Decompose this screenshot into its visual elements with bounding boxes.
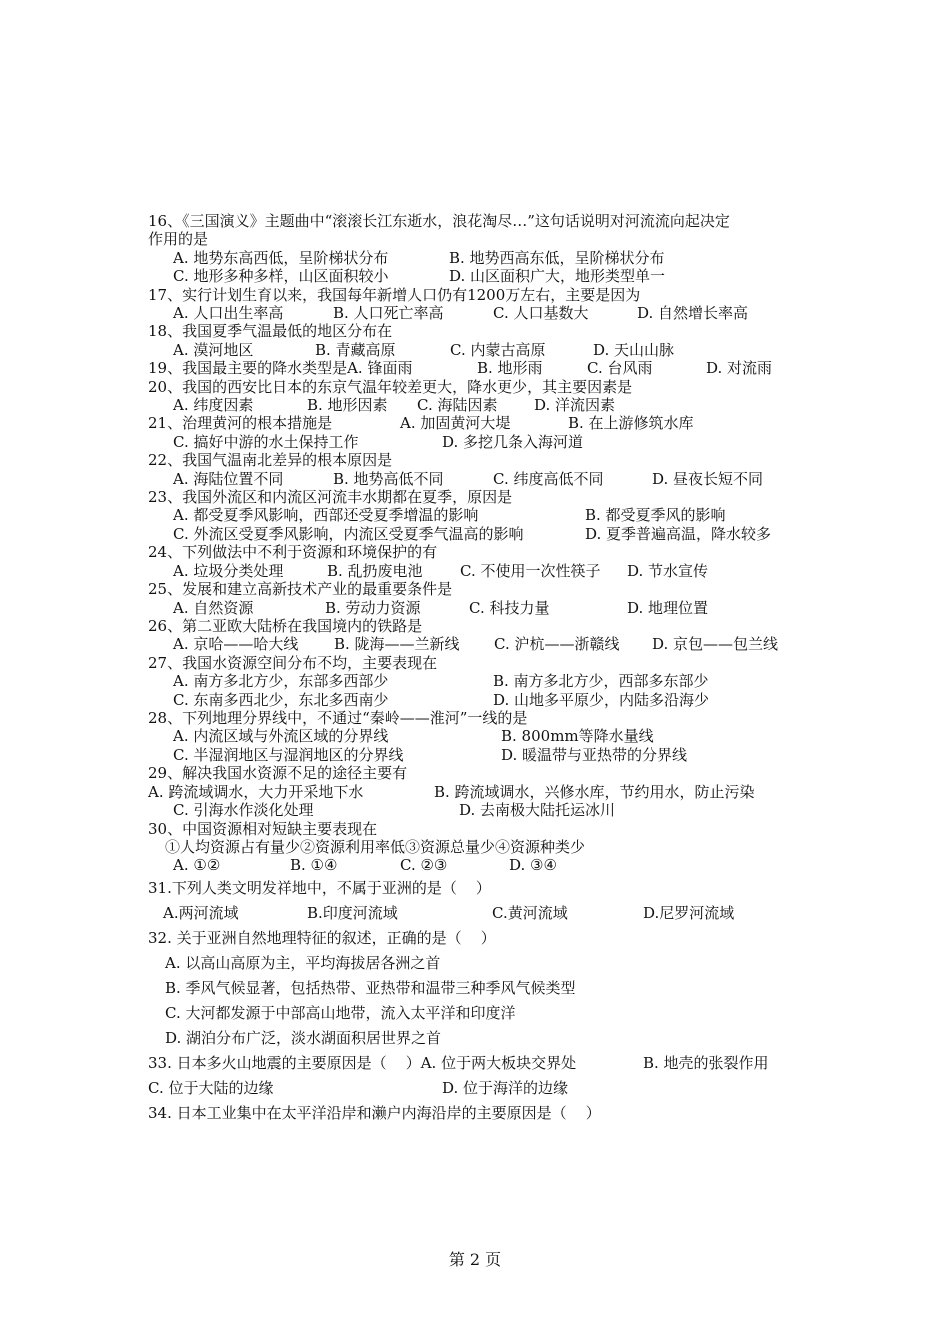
q23-option-b: B. 都受夏季风的影响 (585, 506, 726, 524)
q31-option-a: A.两河流域 (163, 904, 239, 922)
question-23-stem: 23、我国外流区和内流区河流丰水期都在夏季，原因是 (148, 488, 513, 506)
q21-option-c: C. 搞好中游的水土保持工作 (173, 433, 359, 451)
q23-option-d: D. 夏季普遍高温，降水较多 (585, 525, 772, 543)
question-29-stem: 29、解决我国水资源不足的途径主要有 (148, 764, 408, 782)
q22-option-a: A. 海陆位置不同 (173, 470, 284, 488)
q31-option-b: B.印度河流域 (307, 904, 398, 922)
q16-option-d: D. 山区面积广大，地形类型单一 (449, 267, 666, 285)
q23-option-c: C. 外流区受夏季风影响，内流区受夏季气温高的影响 (173, 525, 524, 543)
q16-option-c: C. 地形多种多样，山区面积较小 (173, 267, 389, 285)
question-34-stem: 34. 日本工业集中在太平洋沿岸和濑户内海沿岸的主要原因是（ ） (148, 1104, 601, 1122)
q21-option-a: A. 加固黄河大堤 (400, 414, 511, 432)
question-16-stem-cont: 作用的是 (148, 230, 209, 248)
question-22-stem: 22、我国气温南北差异的根本原因是 (148, 451, 393, 469)
q20-option-b: B. 地形因素 (307, 396, 388, 414)
q27-option-b: B. 南方多北方少，西部多东部少 (493, 672, 709, 690)
question-24-stem: 24、下列做法中不利于资源和环境保护的有 (148, 543, 438, 561)
q28-option-a: A. 内流区域与外流区域的分界线 (173, 727, 389, 745)
q24-option-c: C. 不使用一次性筷子 (460, 562, 601, 580)
q32-option-b: B. 季风气候显著，包括热带、亚热带和温带三种季风气候类型 (165, 979, 576, 997)
q24-option-a: A. 垃圾分类处理 (173, 562, 284, 580)
q32-option-c: C. 大河都发源于中部高山地带，流入太平洋和印度洋 (165, 1004, 516, 1022)
question-26-stem: 26、第二亚欧大陆桥在我国境内的铁路是 (148, 617, 423, 635)
question-30-items: ①人均资源占有量少②资源利用率低③资源总量少④资源种类少 (165, 838, 586, 856)
q18-option-a: A. 漠河地区 (173, 341, 254, 359)
question-16-stem: 16、《三国演义》主题曲中“滚滚长江东逝水，浪花淘尽…”这句话说明对河流流向起决定 (148, 212, 730, 230)
q17-option-b: B. 人口死亡率高 (333, 304, 444, 322)
q27-option-a: A. 南方多北方少，东部多西部少 (173, 672, 389, 690)
q20-option-d: D. 洋流因素 (534, 396, 616, 414)
question-32-stem: 32. 关于亚洲自然地理特征的叙述，正确的是（ ） (148, 929, 496, 947)
q33-option-b: B. 地壳的张裂作用 (643, 1054, 769, 1072)
q26-option-a: A. 京哈——哈大线 (173, 635, 299, 653)
q21-option-b: B. 在上游修筑水库 (568, 414, 694, 432)
q24-option-d: D. 节水宣传 (627, 562, 709, 580)
q18-option-d: D. 天山山脉 (593, 341, 675, 359)
question-21-stem: 21、治理黄河的根本措施是 (148, 414, 333, 432)
question-28-stem: 28、下列地理分界线中，不通过“秦岭——淮河”一线的是 (148, 709, 528, 727)
q18-option-c: C. 内蒙古高原 (450, 341, 546, 359)
q25-option-b: B. 劳动力资源 (325, 599, 421, 617)
q19-option-b: B. 地形雨 (477, 359, 543, 377)
q28-option-b: B. 800mm等降水量线 (501, 727, 654, 745)
q28-option-d: D. 暖温带与亚热带的分界线 (501, 746, 688, 764)
q27-option-d: D. 山地多平原少，内陆多沿海少 (493, 691, 710, 709)
q30-option-d: D. ③④ (509, 856, 557, 874)
q29-option-b: B. 跨流域调水，兴修水库，节约用水，防止污染 (434, 783, 755, 801)
question-27-stem: 27、我国水资源空间分布不均，主要表现在 (148, 654, 438, 672)
question-17-stem: 17、实行计划生育以来，我国每年新增人口仍有1200万左右，主要是因为 (148, 286, 641, 304)
q31-option-d: D.尼罗河流域 (643, 904, 735, 922)
question-20-stem: 20、我国的西安比日本的东京气温年较差更大，降水更少，其主要因素是 (148, 378, 633, 396)
question-33-stem: 33. 日本多火山地震的主要原因是（ ）A. 位于两大板块交界处 (148, 1054, 577, 1072)
q21-option-d: D. 多挖几条入海河道 (442, 433, 584, 451)
q29-option-a: A. 跨流域调水，大力开采地下水 (148, 783, 364, 801)
q16-option-b: B. 地势西高东低，呈阶梯状分布 (449, 249, 665, 267)
q32-option-d: D. 湖泊分布广泛，淡水湖面积居世界之首 (165, 1029, 442, 1047)
q16-option-a: A. 地势东高西低，呈阶梯状分布 (173, 249, 389, 267)
q33-option-d: D. 位于海洋的边缘 (442, 1079, 569, 1097)
question-30-stem: 30、中国资源相对短缺主要表现在 (148, 820, 378, 838)
q30-option-b: B. ①④ (290, 856, 338, 874)
page-number: 第 2 页 (448, 1250, 502, 1269)
q27-option-c: C. 东南多西北少，东北多西南少 (173, 691, 389, 709)
q22-option-b: B. 地势高低不同 (333, 470, 444, 488)
q26-option-c: C. 沪杭——浙赣线 (494, 635, 620, 653)
q23-option-a: A. 都受夏季风影响，西部还受夏季增温的影响 (173, 506, 479, 524)
q17-option-a: A. 人口出生率高 (173, 304, 284, 322)
q25-option-a: A. 自然资源 (173, 599, 254, 617)
question-18-stem: 18、我国夏季气温最低的地区分布在 (148, 322, 393, 340)
q19-option-d: D. 对流雨 (706, 359, 773, 377)
question-19-stem: 19、我国最主要的降水类型是A. 锋面雨 (148, 359, 413, 377)
q29-option-d: D. 去南极大陆托运冰川 (459, 801, 616, 819)
q32-option-a: A. 以高山高原为主，平均海拔居各洲之首 (165, 954, 441, 972)
q29-option-c: C. 引海水作淡化处理 (173, 801, 314, 819)
q28-option-c: C. 半湿润地区与湿润地区的分界线 (173, 746, 404, 764)
q26-option-b: B. 陇海——兰新线 (334, 635, 460, 653)
q30-option-c: C. ②③ (400, 856, 448, 874)
q26-option-d: D. 京包——包兰线 (652, 635, 779, 653)
q22-option-c: C. 纬度高低不同 (493, 470, 604, 488)
q17-option-d: D. 自然增长率高 (637, 304, 749, 322)
q17-option-c: C. 人口基数大 (493, 304, 589, 322)
q24-option-b: B. 乱扔废电池 (327, 562, 423, 580)
q25-option-d: D. 地理位置 (627, 599, 709, 617)
q25-option-c: C. 科技力量 (469, 599, 550, 617)
q30-option-a: A. ①② (173, 856, 221, 874)
q22-option-d: D. 昼夜长短不同 (652, 470, 764, 488)
q31-option-c: C.黄河流域 (492, 904, 568, 922)
q20-option-a: A. 纬度因素 (173, 396, 254, 414)
q18-option-b: B. 青藏高原 (315, 341, 396, 359)
q19-option-c: C. 台风雨 (587, 359, 653, 377)
q33-option-c: C. 位于大陆的边缘 (148, 1079, 274, 1097)
question-25-stem: 25、发展和建立高新技术产业的最重要条件是 (148, 580, 453, 598)
q20-option-c: C. 海陆因素 (417, 396, 498, 414)
question-31-stem: 31.下列人类文明发祥地中，不属于亚洲的是（ ） (148, 879, 491, 897)
